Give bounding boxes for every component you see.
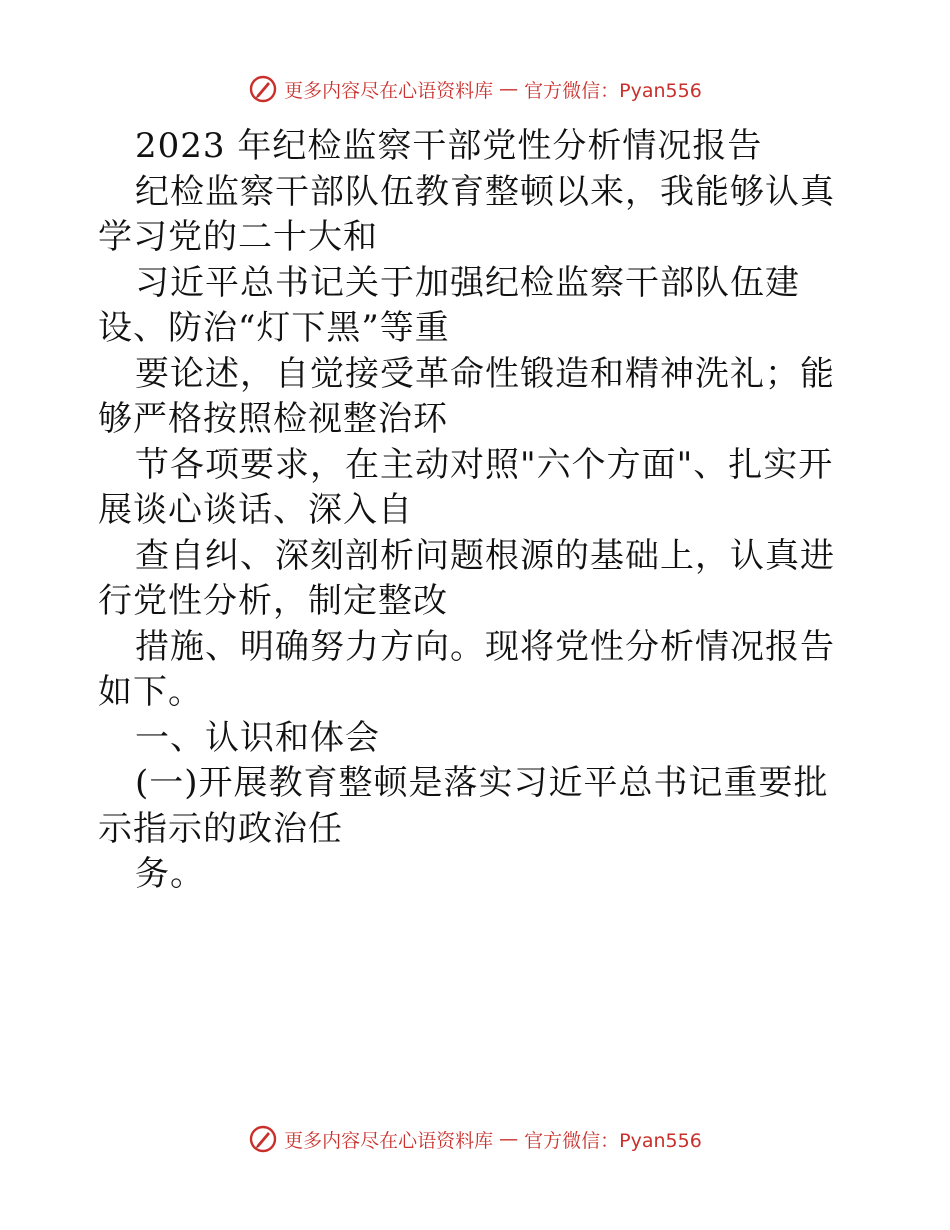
paragraph-title: 2023 年纪检监察干部党性分析情况报告 <box>135 126 763 166</box>
watermark-contact: 官方微信：Pyan556 <box>524 79 702 102</box>
quill-logo-icon <box>248 1124 278 1154</box>
quill-logo-icon <box>248 74 278 104</box>
section-heading: 一、认识和体会 <box>135 717 380 758</box>
watermark-separator: — <box>499 1128 519 1150</box>
watermark-text: 更多内容尽在心语资料库 <box>284 1129 494 1152</box>
footer-watermark <box>0 1124 950 1154</box>
watermark-text: 更多内容尽在心语资料库 <box>284 79 494 102</box>
paragraph: 措施、明确努力方向。现将党性分析情况报告如下。 <box>98 626 835 712</box>
paragraph: 查自纠、深刻剖析问题根源的基础上，认真进行党性分析，制定整改 <box>98 535 835 621</box>
header-watermark <box>0 74 950 104</box>
document-body <box>98 124 858 898</box>
paragraph: 务。 <box>135 854 205 894</box>
paragraph: 纪检监察干部队伍教育整顿以来，我能够认真学习党的二十大和 <box>98 171 835 257</box>
watermark-contact: 官方微信：Pyan556 <box>524 1129 702 1152</box>
watermark-separator: — <box>499 78 519 100</box>
paragraph: 习近平总书记关于加强纪检监察干部队伍建设、防治“灯下黑”等重 <box>98 262 800 348</box>
paragraph: 要论述，自觉接受革命性锻造和精神洗礼；能够严格按照检视整治环 <box>98 353 835 439</box>
paragraph: 节各项要求，在主动对照"六个方面"、扎实开展谈心谈话、深入自 <box>98 444 834 530</box>
subsection-heading: (一)开展教育整顿是落实习近平总书记重要批示指示的政治任 <box>98 763 829 849</box>
